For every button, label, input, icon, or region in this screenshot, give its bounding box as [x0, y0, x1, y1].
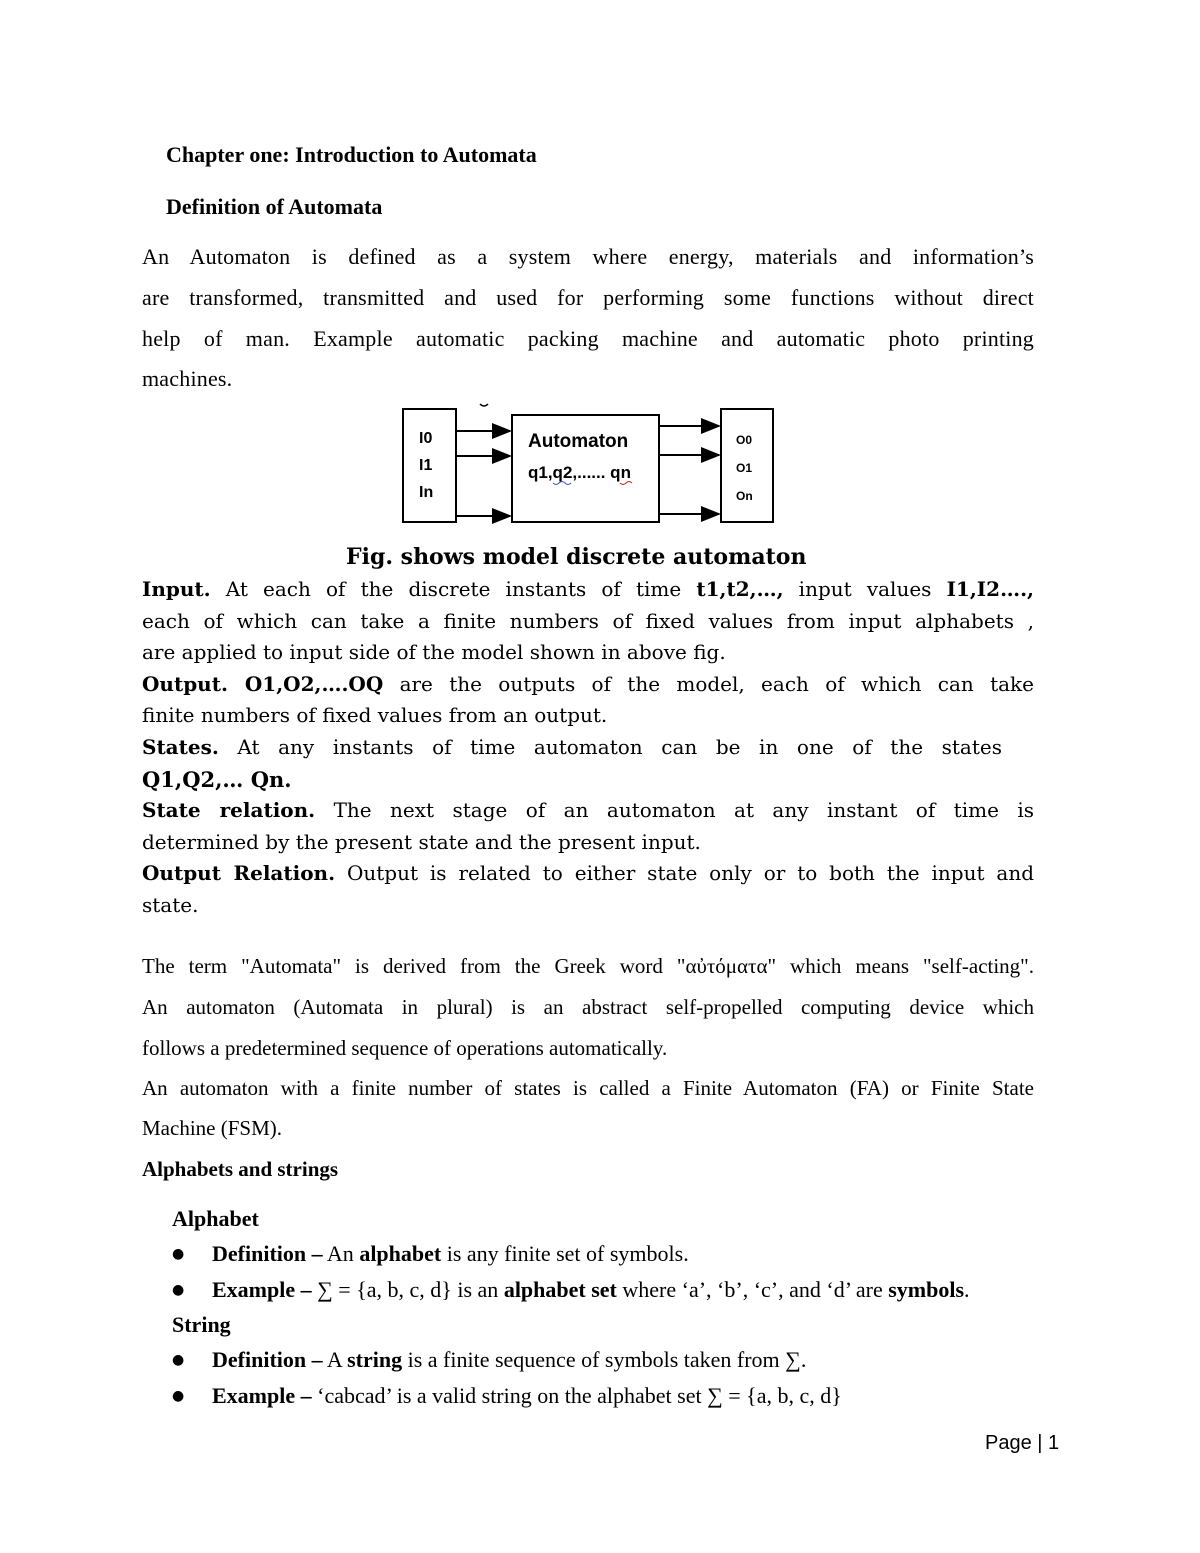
- input-label: Input.: [142, 577, 211, 601]
- alphabet-example: ● Example – ∑ = {a, b, c, d} is an alphabet set where ‘a’, ‘b’, ‘c’, and ‘d’ are symbols.: [172, 1277, 970, 1302]
- input-paragraph-line1: Input. At each of the discrete instants of time t1,t2,…, input values I1,I2….,: [142, 577, 1034, 601]
- term-line: An automaton (Automata in plural) is an abstract self-propelled computing device which: [142, 995, 1034, 1019]
- automaton-states: q1,q2,...... qn: [528, 463, 631, 482]
- state-relation-line1: State relation. The next stage of an automaton at any instant of time is: [142, 798, 1034, 822]
- definition-line: help of man. Example automatic packing machine and automatic photo printing: [142, 326, 1034, 351]
- string-example: ● Example – ‘cabcad’ is a valid string on the alphabet set ∑ = {a, b, c, d}: [172, 1383, 842, 1408]
- chapter-title: Chapter one: Introduction to Automata: [166, 142, 537, 167]
- term-line: The term "Automata" is derived from the Greek word "αὐτόματα" which means "self-acting".: [142, 954, 1034, 978]
- output-paragraph-line2: finite numbers of fixed values from an output.: [142, 703, 608, 727]
- automaton-diagram: [400, 400, 778, 530]
- state-relation-line2: determined by the present state and the present input.: [142, 830, 701, 854]
- output-label: Output.: [142, 672, 228, 696]
- states-paragraph-line1: States. At any instants of time automaton can be in one of the states: [142, 735, 1002, 759]
- input-label: In: [419, 484, 434, 501]
- figure-caption: Fig. shows model discrete automaton: [346, 544, 807, 570]
- definition-line: An Automaton is defined as a system where energy, materials and information’s: [142, 244, 1034, 269]
- output-label: On: [736, 489, 753, 503]
- alphabet-heading: Alphabet: [172, 1206, 259, 1231]
- input-paragraph-line3: are applied to input side of the model shown in above fig.: [142, 640, 726, 664]
- states-list: Q1,Q2,… Qn.: [142, 767, 292, 792]
- alphabet-definition: ● Definition – An alphabet is any finite set of symbols.: [172, 1241, 689, 1266]
- string-heading: String: [172, 1312, 231, 1337]
- bullet-icon: ●: [172, 1388, 185, 1404]
- automaton-title: Automaton: [528, 431, 629, 452]
- state-relation-label: State relation.: [142, 798, 316, 822]
- automaton-model-figure: [400, 400, 778, 530]
- definition-line: machines.: [142, 366, 233, 391]
- page-number: Page | 1: [985, 1432, 1060, 1454]
- term-line: An automaton with a finite number of states is called a Finite Automaton (FA) or Finite State: [142, 1076, 1034, 1100]
- input-paragraph-line2: each of which can take a finite numbers of fixed values from input alphabets ,: [142, 609, 1034, 633]
- alphabets-heading: Alphabets and strings: [142, 1157, 339, 1181]
- bullet-icon: ●: [172, 1352, 185, 1368]
- output-relation-label: Output Relation.: [142, 861, 336, 885]
- term-line: Machine (FSM).: [142, 1116, 282, 1140]
- output-relation-line2: state.: [142, 893, 199, 917]
- definition-line: are transformed, transmitted and used for performing some functions without direct: [142, 285, 1034, 310]
- bullet-icon: ●: [172, 1282, 185, 1298]
- output-relation-line1: Output Relation. Output is related to either state only or to both the input and: [142, 861, 1035, 885]
- bullet-icon: ●: [172, 1246, 185, 1262]
- output-paragraph-line1: Output. O1,O2,….OQ are the outputs of the model, each of which can take: [142, 672, 1034, 696]
- input-label: I0: [419, 430, 433, 447]
- term-line: follows a predetermined sequence of operations automatically.: [142, 1036, 668, 1060]
- output-label: O0: [736, 433, 753, 447]
- definition-heading: Definition of Automata: [166, 194, 383, 219]
- input-label: I1: [419, 457, 433, 474]
- string-definition: ● Definition – A string is a finite sequence of symbols taken from ∑.: [172, 1347, 807, 1372]
- states-label: States.: [142, 735, 219, 759]
- output-label: O1: [736, 461, 753, 475]
